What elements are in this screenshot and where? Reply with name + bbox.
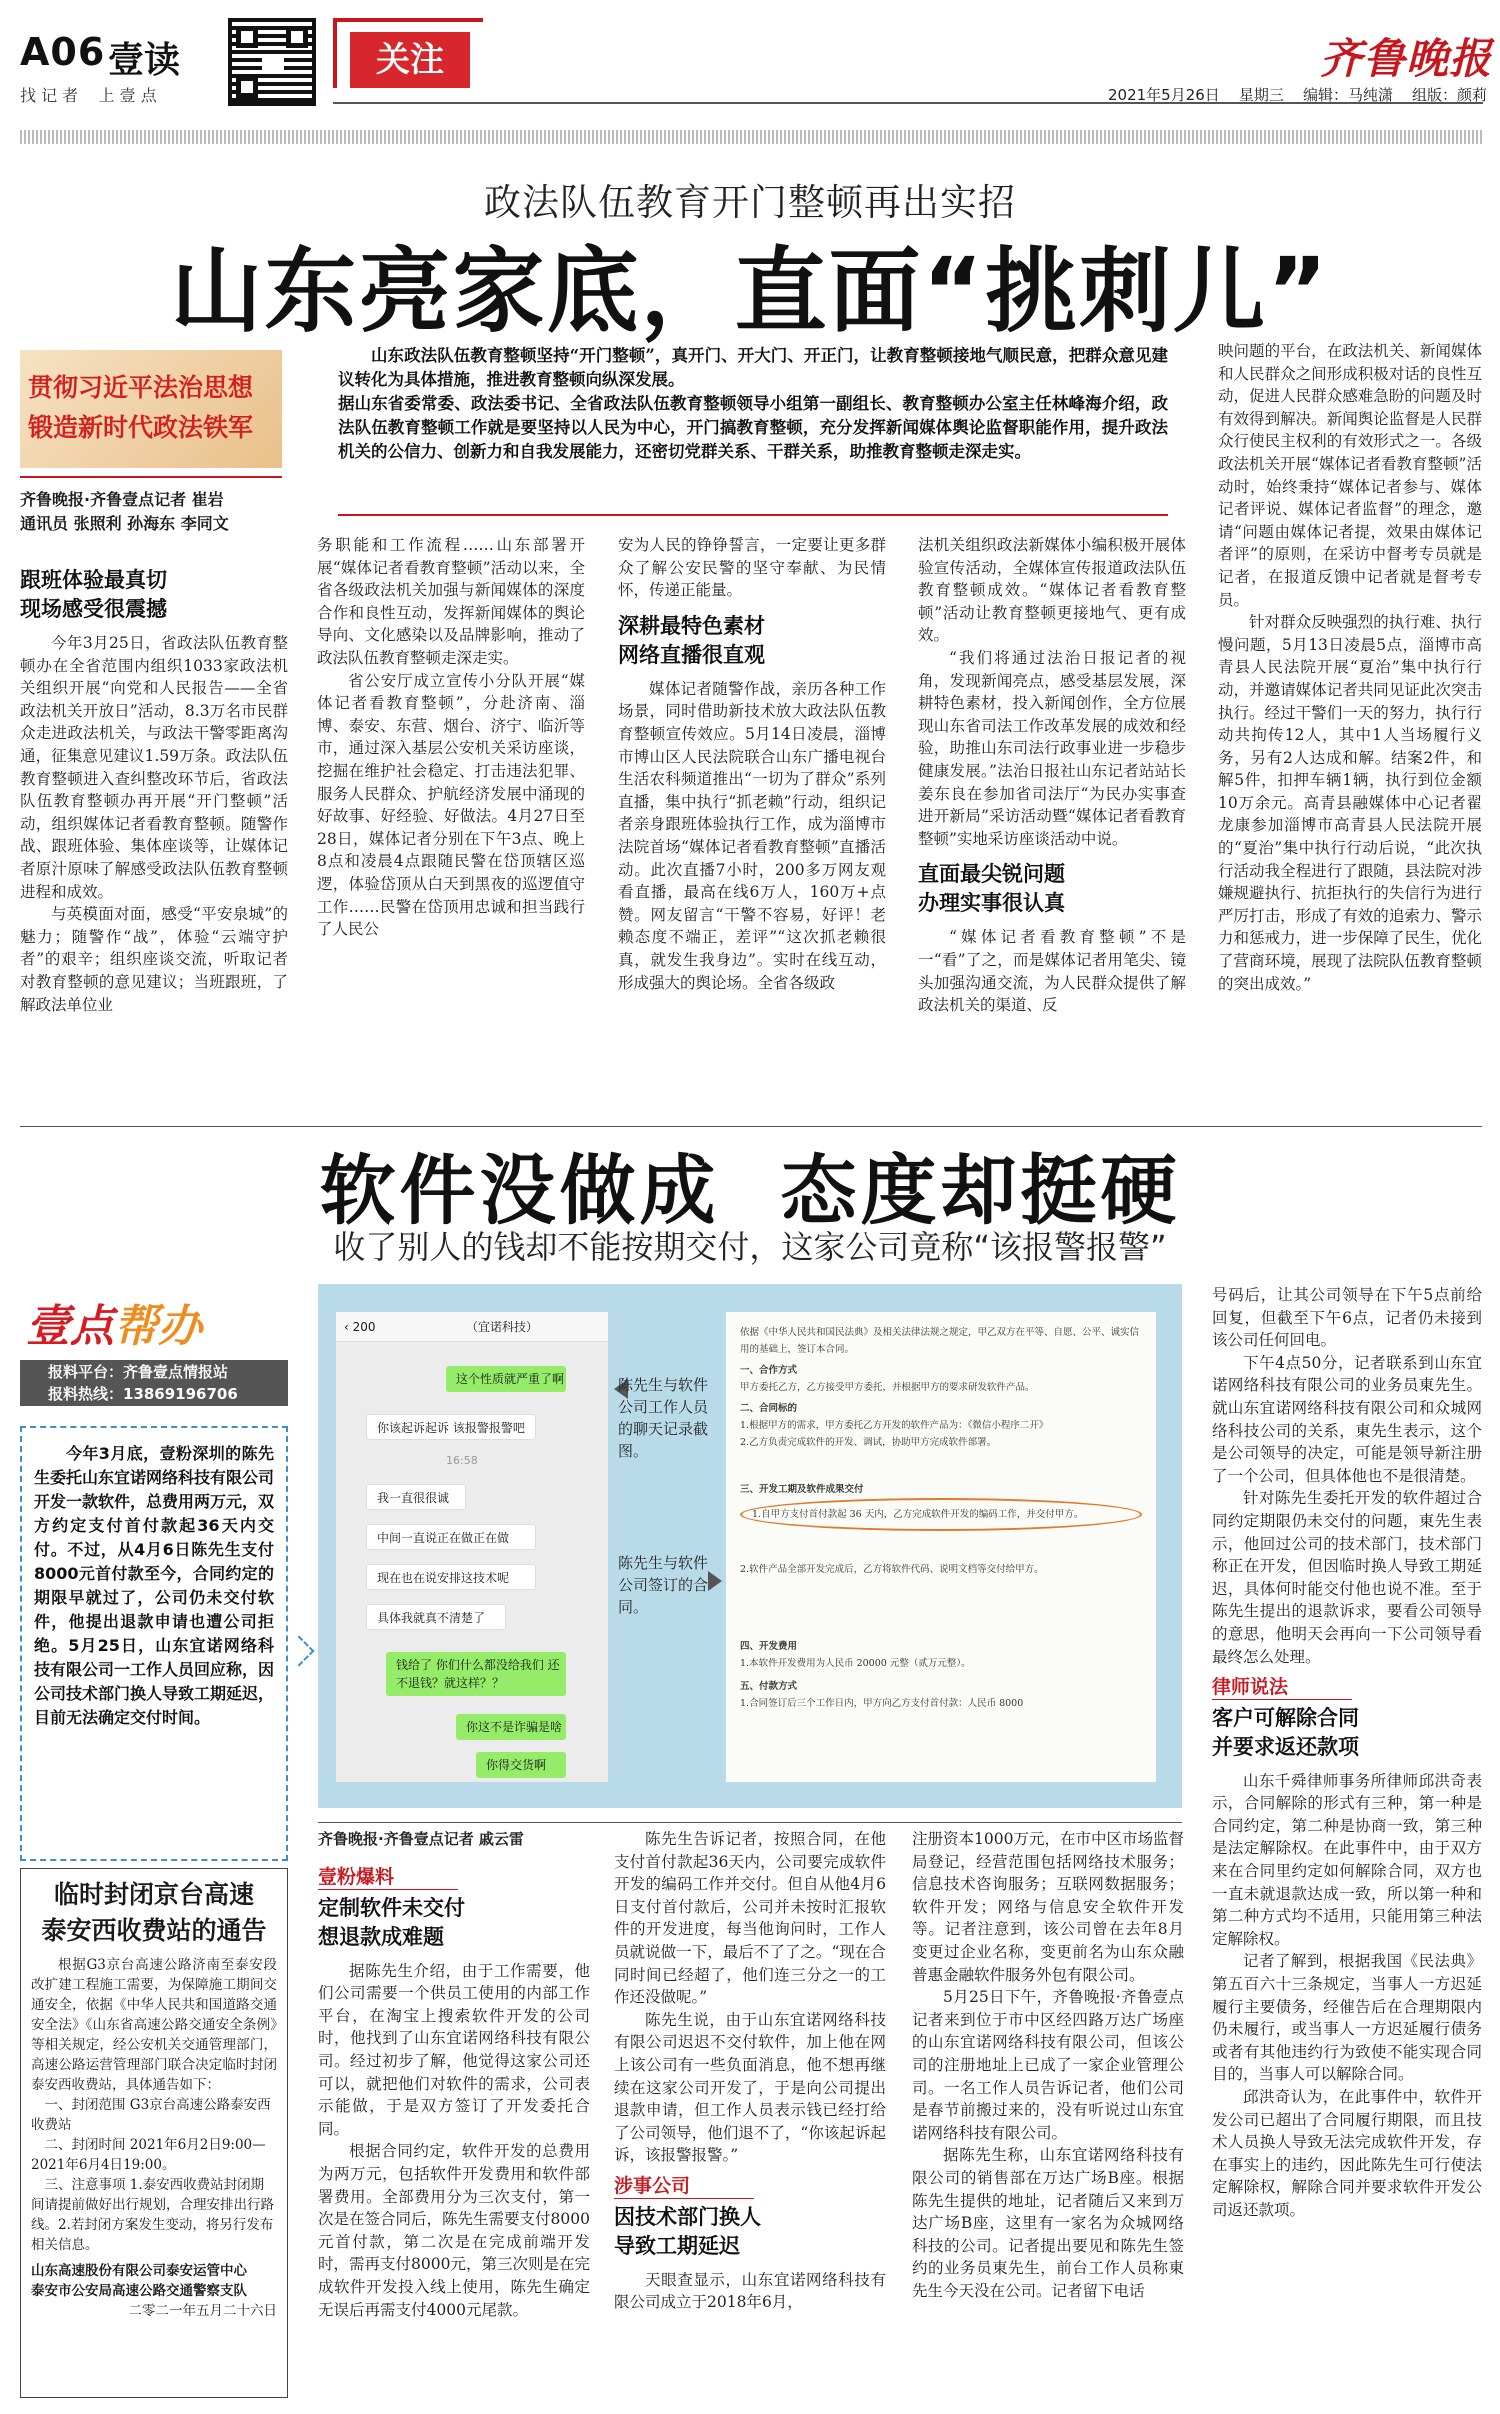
notice-signer-2: 泰安市公安局高速公路交通警察支队 — [31, 2283, 247, 2299]
chat-header-title: （宜诺科技） — [466, 1320, 539, 1334]
contract-line: 一、合作方式 — [740, 1365, 798, 1376]
chat-screenshot — [336, 1312, 608, 1782]
notice-title-1: 临时封闭京台高速 — [53, 1880, 254, 1909]
contract-line: 1.根据甲方的需求，甲方委托乙方开发的软件产品为：《微信小程序二开》 — [740, 1420, 1049, 1431]
chat-message: 你该起诉起诉 该报警报警吧 — [366, 1414, 536, 1440]
paragraph: 针对陈先生委托开发的软件超过合同约定期限仍未交付的问题，東先生表示，他回过公司的技术部门，技术部门称正在开发，但因临时换人导致工期延迟，具体何时能交付他也说不准。至于陈先生提出的退款诉求，要看公司领导的意思，他明天会再向一下公司领导看最终怎么处理。 — [1212, 1489, 1482, 1666]
section-tagline: 找 记 者 上 壹 点 — [20, 86, 157, 105]
chat-timestamp: 16:58 — [446, 1454, 478, 1467]
story2-column-2 — [318, 1828, 590, 2398]
contract-line: 五、付款方式 — [740, 1681, 798, 1692]
story1-lead: 山东政法队伍教育整顿坚持“开门整顿”，真开门、开大门、开正门，让教育整顿接地气顺民意，把群众意见建议转化为具体措施，推进教育整顿向纵深发展。 据山东省委常委、政法委书记、全省政法队伍教育整顿领导小组第一副组长、教育整顿办公室主任林峰海介绍，政法队伍教育整顿工作就是要坚持以人民为中心，开门搞教育整顿，充分发挥新闻媒体舆论监督职能作用，提升政法机关的公信力、创新力和自我发展能力，还密切党群关系、干群关系，助推教育整顿走深走实。 — [338, 346, 1168, 461]
column-tag: 关注 — [350, 32, 470, 88]
paragraph: 记者了解到，根据我国《民法典》第五百六十三条规定，当事人一方迟延履行主要债务，经催告后在合理期限内仍未履行，或当事人一方迟延履行债务或者有其他违约行为致使不能实现合同目的，当事人可以解除合同。 — [1212, 1952, 1482, 2084]
chat-back-icon[interactable]: ‹ — [344, 1320, 353, 1334]
story1-subhead-3: 直面最尖锐问题 办理实事很认真 — [918, 862, 1065, 916]
story2-column-3 — [614, 1828, 886, 2398]
paragraph: 陈先生说，由于山东宜诺网络科技有限公司迟迟不交付软件，加上他在网上该公司有一些负面消息，他不想再继续在这家公司开发了，于是向公司提出退款申请，但工作人员表示钱已经打给了公司领导，他们退不了，“你该起诉起诉，该报警报警。” — [614, 2010, 886, 2165]
story1-column-5 — [1218, 340, 1482, 1112]
company-label: 涉事公司 — [614, 2175, 754, 2199]
contract-line: 1.合同签订后三个工作日内，甲方向乙方支付首付款：人民币 8000 — [740, 1698, 1024, 1709]
paragraph: 据陈先生介绍，由于工作需要，他们公司需要一个供员工使用的内部工作平台，在淘宝上搜索软件开发的公司时，他找到了山东宜诺网络科技有限公司。经过初步了解，他觉得这家公司还可以，就把他们对软件的需求，公司表示能做，于是双方签订了开发委托合同。 — [318, 1961, 590, 2138]
paragraph: 媒体记者随警作战，亲历各种工作场景，同时借助新技术放大政法队伍教育整顿宣传效应。5月14日凌晨，淄博市博山区人民法院联合山东广播电视台生活农科频道推出“一切为了群众”系列直播，集中执行“抓老赖”行动，组织记者亲身跟班体验执行工作，成为淄博市法院首场“媒体记者看教育整顿”直播活动。此次直播7小时，200多万网友观看直播，最高在线6万人，160万+点赞。网友留言“干警不容易，好评！老赖态度不端正，差评”“这次抓老赖很真，就发生我身边”。实时在线互动，形成强大的舆论场。全省各级政 — [618, 679, 886, 992]
paragraph: 务职能和工作流程……山东部署开展“媒体记者看教育整顿”活动以来，全省各级政法机关加强与新闻媒体的深度合作和良性互动，发挥新闻媒体的舆论导向、文化感染以及品牌影响，推动了政法队伍教育整顿走深走实。 — [317, 536, 585, 667]
story2-subhead-1: 定制软件未交付 想退款成难题 — [318, 1895, 465, 1949]
chat-message: 具体我就真不清楚了 — [366, 1604, 506, 1630]
chat-message: 你得交货啊 — [476, 1752, 566, 1778]
fan-label: 壹粉爆料 — [318, 1866, 458, 1890]
contract-highlight: 1.自甲方支付首付款起 36 天内，乙方完成软件开发的编码工作，并交付甲方。 — [740, 1498, 1142, 1531]
story1-byline: 齐鲁晚报·齐鲁壹点记者 崔岩 通讯员 张照利 孙海东 李同文 — [20, 490, 229, 533]
notice-item: 二、封闭时间 2021年6月2日9:00—2021年6月4日19:00。 — [31, 2137, 266, 2173]
paragraph: 邱洪奇认为，在此事件中，软件开发公司已超出了合同履行期限，而且技术人员换人导致无法完成软件开发，存在事实上的违约，因此陈先生可行使法定解除权，解除合同并要求软件开发公司返还款项。 — [1212, 2088, 1482, 2219]
topic-banner — [20, 350, 282, 468]
help-column-logo — [26, 1290, 202, 1354]
story1-column-1 — [20, 566, 288, 1111]
chat-message: 你这不是诈骗是啥 — [456, 1714, 566, 1740]
help-logo-b: 帮办 — [114, 1301, 202, 1352]
paragraph: 与英模面对面，感受“平安泉城”的魅力；随警作“战”，体验“云端守护者”的艰辛；组织座谈交流，听取记者对教育整顿的意见建议；当班跟班，了解政法单位业 — [20, 905, 288, 1014]
story2-body-rule — [318, 1822, 1182, 1823]
newspaper-logo: 齐鲁晚报 — [1320, 34, 1493, 83]
notice-date: 二零二一年五月二十六日 — [128, 2303, 277, 2319]
help-logo-a: 壹点 — [26, 1301, 114, 1352]
paragraph: 据陈先生称，山东宜诺网络科技有限公司的销售部在万达广场B座。根据陈先生提供的地址，记者随后又来到万达广场B座，这里有一家名为众城网络科技的公司。记者提出要见和陈先生签约的业务员東先生，前台工作人员称東先生今天没在公司。记者留下电话 — [912, 2146, 1184, 2300]
paragraph: 天眼查显示，山东宜诺网络科技有限公司成立于2018年6月， — [614, 2270, 886, 2312]
notice-signer-1: 山东高速股份有限公司泰安运管中心 — [31, 2263, 247, 2279]
paragraph: 针对群众反映强烈的执行难、执行慢问题，5月13日凌晨5点，淄博市高青县人民法院开展“夏治”集中执行行动，并邀请媒体记者共同见证此次突击执行。经过干警们一天的努力，执行行动共拘传12人，其中1人当场履行义务，另有2人达成和解。结案2件，和解5件，扣押车辆1辆，执行到位金额10万余元。高青县融媒体中心记者翟龙康参加淄博市高青县人民法院开展的“夏治”集中执行行动后说，“此次执行活动我全程进行了跟随，县法院对涉嫌规避执行、抗拒执行的失信行为进行严厉打击，形成了有效的追索力、警示力和惩戒力，进一步保障了民生，优化了营商环境，展现了法院队伍教育整顿的突出成效。” — [1218, 613, 1482, 993]
story2-column-5 — [1212, 1284, 1482, 2398]
paragraph: 映问题的平台，在政法机关、新闻媒体和人民群众之间形成积极对话的良性互动，促进人民群众感难急盼的问题及时有效得到解决。新闻舆论监督是人民群众行使民主权利的有效形式之一。各级政法机关开展“媒体记者看教育整顿”活动时，始终秉持“媒体记者参与、媒体记者评说、媒体记者监督”的理念，邀请“问题由媒体记者提，效果由媒体记者评”的原则，在采访中督考专员就是记者，在报道反馈中记者就是督考专员。 — [1218, 342, 1482, 609]
paragraph: 今年3月25日，省政法队伍教育整顿办在全省范围内组织1033家政法机关组织开展“向党和人民报告——全省政法机关开放日”活动，8.3万名市民群众走进政法机关，与政法干警零距离沟通，征集意见建议1.59万条。政法队伍教育整顿进入查纠整改环节后，省政法队伍教育整顿办再开展“开门整顿”活动，组织媒体记者看教育整顿。随警作战、跟班体验、集体座谈等，让媒体记者原汁原味了解感受政法队伍教育整顿进程和成效。 — [20, 634, 288, 901]
traffic-notice — [20, 1868, 288, 2398]
notice-title-2: 泰安西收费站的通告 — [41, 1916, 267, 1945]
photo-panel — [318, 1284, 1182, 1808]
banner-line-1: 贯彻习近平法治思想 — [28, 373, 254, 402]
story2-column-4 — [912, 1828, 1184, 2398]
paragraph: “媒体记者看教育整顿”不是一“看”了之，而是媒体记者用笔尖、镜头加强沟通交流，为人民群众提供了解政法机关的渠道、反 — [918, 928, 1186, 1015]
contract-line: 甲方委托乙方，乙方接受甲方委托，并根据甲方的要求研发软件产品。 — [740, 1382, 1035, 1393]
paragraph: 注册资本1000万元，在市中区市场监督局登记，经营范围包括网络技术服务；信息技术咨询服务；互联网数据服务；软件开发；网络与信息安全软件开发等。记者注意到，该公司曾在去年8月变更过企业名称，变更前名为山东众融普惠金融软件服务外包有限公司。 — [912, 1830, 1184, 1984]
qr-code-icon[interactable] — [228, 18, 316, 106]
notice-item: 一、封闭范围 G3京台高速公路泰安西收费站 — [31, 2097, 271, 2133]
story2-summary: 今年3月底，壹粉深圳的陈先生委托山东宜诺网络科技有限公司开发一款软件，总费用两万元，双方约定支付首付款起36天内交付。不过，从4月6日陈先生支付8000元首付款至今，合同约定的期限早就过了，公司仍未交付软件，他提出退款申请也遭公司拒绝。5月25日，山东宜诺网络科技有限公司一工作人员回应称，因公司技术部门换人导致工期延迟，目前无法确定交付时间。 — [34, 1444, 275, 1727]
page-number: A06 — [20, 30, 106, 74]
paragraph: 陈先生告诉记者，按照合同，在他支付首付款起36天内，公司要完成软件开发的编码工作并交付。但自从他4月6日支付首付款后，公司并未按时汇报软件的开发进度，每当他询问时，工作人员就说做一下，最后不了了之。“现在合同时间已经超了，他们连三分之一的工作还没做呢。” — [614, 1830, 886, 2007]
contract-line: 三、开发工期及软件成果交付 — [740, 1484, 864, 1495]
report-box — [20, 1360, 288, 1406]
report-platform: 报料平台：齐鲁壹点情报站 — [48, 1363, 229, 1381]
story2-subhead: 收了别人的钱却不能按期交付，这家公司竟称“该报警报警” — [333, 1228, 1167, 1266]
contract-line: 二、合同标的 — [740, 1403, 798, 1414]
caption-contract: 陈先生与软件公司签订的合同。 — [618, 1554, 709, 1616]
notice-item: 三、注意事项 1.泰安西收费站封闭期间请提前做好出行规划，合理安排出行路线。2.若封闭方案发生变动，将另行发布相关信息。 — [31, 2177, 274, 2253]
paragraph: 下午4点50分，记者联系到山东宜诺网络科技有限公司的业务员東先生。就山东宜诺网络科技有限公司和众城网络科技公司的关系，東先生表示，这个是公司领导的决定，可能是领导新注册了一个公司，但具体他也不是很清楚。 — [1212, 1353, 1482, 1485]
story1-headline: 山东亮家底，直面“挑刺儿” — [170, 238, 1330, 345]
story1-column-4 — [918, 534, 1186, 1112]
story-divider — [20, 1126, 1482, 1127]
story2-summary-box — [20, 1426, 288, 1861]
contract-line: 2.软件产品全部开发完成后，乙方将软件代码、说明文档等交付给甲方。 — [740, 1564, 1044, 1575]
story1-subhead-1: 跟班体验最真切 现场感受很震撼 — [20, 568, 167, 621]
lawyer-label: 律师说法 — [1212, 1676, 1352, 1700]
chat-message: 钱给了 你们什么都没给我们 还不退钱？就这样？？ — [386, 1652, 566, 1696]
paragraph: 法机关组织政法新媒体小编积极开展体验宣传活动，全媒体宣传报道政法队伍教育整顿成效。“媒体记者看教育整顿”活动让教育整顿更接地气、更有成效。 — [918, 536, 1186, 645]
contract-line: 四、开发费用 — [740, 1641, 798, 1652]
paragraph: “我们将通过法治日报记者的视角，发现新闻亮点，感受基层发展，深耕特色素材，投入新闻创作，全方位展现山东省司法工作改革发展的成效和经验，助推山东司法行政事业进一步稳步健康发展。”法治日报社山东记者站站长姜东良在参加省司法厅“为民办实事查进开新局”采访活动暨“媒体记者看教育整顿”实地采访座谈活动中说。 — [918, 648, 1186, 848]
story2-subhead-3: 客户可解除合同 并要求返还款项 — [1212, 1705, 1359, 1759]
story2-byline: 齐鲁晚报·齐鲁壹点记者 戚云雷 — [318, 1830, 524, 1848]
banner-line-2: 锻造新时代政法铁军 — [28, 413, 254, 442]
paragraph: 山东千舜律师事务所律师邱洪奇表示，合同解除的形式有三种，第一种是合同约定，第二种是协商一致，第三种是法定解除权。在此事件中，由于双方来在合同里约定如何解除合同，双方也一直未就退款达成一致，所以第一种和第二种方式均不适用，只能用第三种法定解除权。 — [1212, 1771, 1482, 1948]
story1-kicker: 政法队伍教育开门整顿再出实招 — [484, 181, 1016, 224]
paragraph: 安为人民的铮铮誓言，一定要让更多群众了解公安民警的坚守奉献、为民情怀，传递正能量。 — [618, 536, 886, 600]
chat-message: 中间一直说正在做正在做 — [366, 1524, 536, 1550]
contract-line: 依据《中华人民共和国民法典》及相关法律法规之规定，甲乙双方在平等、自愿、公平、诚实信用的基础上，签订本合同。 — [740, 1327, 1140, 1355]
contract-document — [726, 1312, 1156, 1782]
lead-rule — [338, 514, 1168, 516]
section-name: 壹读 — [108, 40, 181, 81]
story1-subhead-2: 深耕最特色素材 网络直播很直观 — [618, 613, 765, 667]
paragraph: 5月25日下午，齐鲁晚报·齐鲁壹点记者来到位于市中区经四路万达广场座的山东宜诺网络科技有限公司，但该公司的注册地址上已成了一家企业管理公司。一名工作人员告诉记者，他们公司是春节前搬过来的，没有听说过山东宜诺网络科技有限公司。 — [912, 1988, 1184, 2142]
header-hatch — [20, 130, 1482, 144]
notice-body: 根据G3京台高速公路济南至泰安段改扩建工程施工需要，为保障施工期间交通安全，依据《中华人民共和国道路交通安全法》《山东省高速公路交通安全条例》等相关规定，经公安机关交通管理部门，高速公路运营管理部门联合决定临时封闭泰安西收费站，具体通告如下： — [31, 1957, 277, 2093]
chat-header-time: 200 — [352, 1320, 376, 1334]
connector-arrow-icon — [283, 1635, 314, 1666]
date-line: 2021年5月26日 星期三 编辑：马纯潇 组版：颜莉 — [1108, 86, 1488, 104]
contract-line: 2.乙方负责完成软件的开发、调试，协助甲方完成软件部署。 — [740, 1437, 997, 1448]
story2-headline: 软件没做成 态度却挺硬 — [319, 1146, 1181, 1235]
paragraph: 省公安厅成立宣传小分队开展“媒体记者看教育整顿”，分赴济南、淄博、泰安、东营、烟台、济宁、临沂等市，通过深入基层公安机关采访座谈，挖掘在维护社会稳定、打击违法犯罪、服务人民群众、护航经济发展中涌现的好故事、好经验、好做法。4月27日至28日，媒体记者分别在下午3点、晚上8点和凌晨4点跟随民警在岱顶辖区巡逻，体验岱顶从白天到黑夜的巡逻值守工作……民警在岱顶用忠诚和担当践行了人民公 — [317, 671, 585, 939]
chat-message: 我一直很很诚 — [366, 1484, 466, 1510]
banner-rule — [20, 476, 282, 478]
contract-line: 1.本软件开发费用为人民币 20000 元整（贰万元整）。 — [740, 1658, 971, 1669]
story2-subhead-2: 因技术部门换人 导致工期延迟 — [614, 2204, 761, 2258]
caption-chat: 陈先生与软件公司工作人员的聊天记录截图。 — [618, 1376, 709, 1460]
chat-message: 这个性质就严重了啊 — [446, 1366, 566, 1392]
story1-column-3 — [618, 534, 886, 1112]
paragraph: 号码后，让其公司领导在下午5点前给回复，但截至下午6点，记者仍未接到该公司任何回电。 — [1212, 1286, 1482, 1350]
chat-message: 现在也在说安排这技术呢 — [366, 1564, 536, 1590]
report-hotline: 报料热线：13869196706 — [48, 1385, 238, 1403]
story1-column-2 — [317, 534, 585, 1112]
paragraph: 根据合同约定，软件开发的总费用为两万元，包括软件开发费用和软件部署费用。全部费用分为三次支付，第一次是在签合同后，陈先生需要支付8000元首付款，第二次是在完成前端开发时，需再支付8000元，第三次则是在完成软件开发投入线上使用，陈先生确定无误后再需支付4000元尾款。 — [318, 2142, 590, 2319]
